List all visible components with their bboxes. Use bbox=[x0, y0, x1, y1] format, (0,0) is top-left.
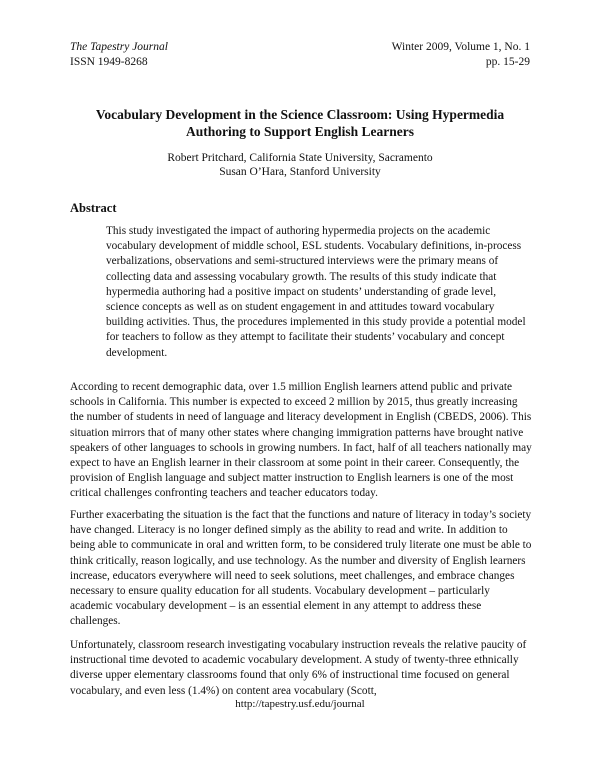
paper-title bbox=[70, 106, 530, 140]
journal-name: The Tapestry Journal bbox=[70, 41, 168, 53]
title-line-2: Authoring to Support English Learners bbox=[185, 124, 415, 139]
page-range: pp. 15-29 bbox=[485, 56, 530, 68]
body-paragraph-3: Unfortunately, classroom research investigating vocabulary instruction reveals the relative paucity of instructional time devoted to academic vocabulary development. A study of twenty-three ethnically diverse upper elementary classrooms found that only 6% of instructional time focused on general vocabulary, and even less (1.4%) on content area vocabulary (Scott, bbox=[70, 639, 527, 697]
footer-url: http://tapestry.usf.edu/journal bbox=[235, 698, 365, 710]
header-right bbox=[392, 40, 530, 70]
issn: ISSN 1949-8268 bbox=[70, 56, 148, 68]
body-paragraph-2: Further exacerbating the situation is the fact that the functions and nature of literacy in today’s society have changed. Literacy is no longer defined simply as the ability to read and write. In addition to being able to communicate in oral and written form, to be considered truly literate one must be able to think critically, reason logically, and use technology. As the number and diversity of English learners increase, educators everywhere will need to seek solutions, meet challenges, and embrace changes necessary to ensure quality education for all students. Vocabulary development – particularly academic vocabulary development – is an essential element in any attempt to address these challenges. bbox=[70, 509, 532, 628]
header-left bbox=[70, 40, 168, 70]
author-list bbox=[70, 151, 530, 179]
author-2: Susan O’Hara, Stanford University bbox=[219, 166, 381, 178]
body-paragraph-1: According to recent demographic data, over 1.5 million English learners attend public and private schools in California. This number is expected to exceed 2 million by 2015, thus greatly increasing the number of students in need of language and literacy development in English (CBEDS, 2006). This situation mirrors that of many other states where changing immigration patterns have brought native speakers of other languages to schools in growing numbers. In fact, half of all teachers nationally may expect to have an English learner in their classroom at some point in their career. Consequently, the provision of English language and subject matter instruction to English learners is one of the most critical challenges confronting teachers and teacher educators today. bbox=[70, 381, 532, 500]
author-1: Robert Pritchard, California State University, Sacramento bbox=[167, 152, 433, 164]
abstract-text: This study investigated the impact of authoring hypermedia projects on the academic vocabulary development of middle school, ESL students. Vocabulary definitions, in-process verbalizations, observations and semi-structured interviews were the primary means of collecting data and assessing vocabulary growth. The results of this study indicate that hypermedia authoring had a positive impact on students’ understanding of grade level, science concepts as well as on student engagement in and attitudes toward vocabulary building activities. Thus, the procedures implemented in this study provide a potential model for teachers to follow as they attempt to facilitate their students’ vocabulary and concept development. bbox=[106, 225, 526, 359]
title-line-1: Vocabulary Development in the Science Classroom: Using Hypermedia bbox=[95, 107, 505, 122]
issue-info: Winter 2009, Volume 1, No. 1 bbox=[391, 41, 530, 53]
abstract-heading: Abstract bbox=[70, 201, 117, 215]
